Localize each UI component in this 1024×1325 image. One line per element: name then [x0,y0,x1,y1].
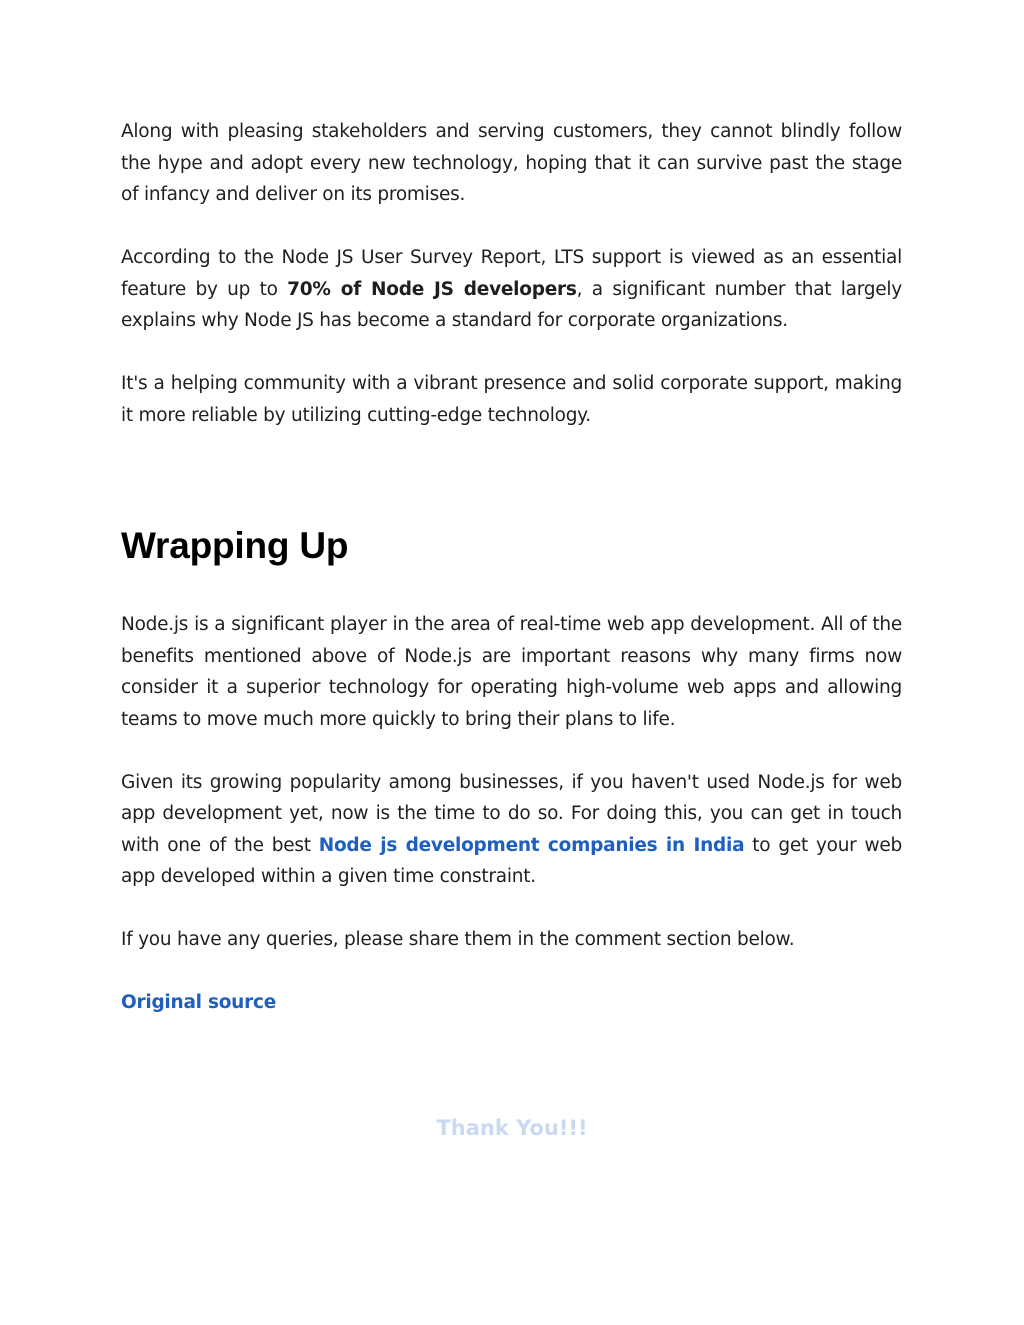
source-paragraph [121,987,902,1019]
intro-paragraph-1 [121,116,902,211]
wrapup-paragraph-2-text-start: Given its growing popularity among businesses, if you haven't used Node.js for web app development yet, now is the time to do so. For doing this, you can get in touch with one of the best [121,771,902,856]
intro-paragraph-2-text-end: , a significant number that largely explains why Node JS has become a standard for corporate organizations. [121,278,903,331]
survey-statistic: 70% of Node JS developers [287,278,577,300]
thank-you-text: Thank You!!! [436,1116,588,1140]
intro-paragraph-3-text: It's a helping community with a vibrant presence and solid corporate support, making it more reliable by utilizing cutting-edge technology. [121,373,902,426]
original-source-link[interactable]: Original source [121,992,276,1013]
document-body [121,116,902,1050]
intro-paragraph-2-text-start: According to the Node JS User Survey Report, LTS support is viewed as an essential feature by up to [121,247,902,300]
wrapup-paragraph-3-text: If you have any queries, please share them in the comment section below. [121,929,795,950]
wrapup-paragraph-1-text: Node.js is a significant player in the area of real-time web app development. All of the benefits mentioned above of Node.js are important reasons why many firms now consider it a superior technology for operating high-volume web apps and allowing teams to move much more quickly to bring their plans to life. [121,614,902,730]
wrapup-paragraph-2 [121,767,902,893]
wrapup-paragraph-1 [121,609,902,735]
section-heading: Wrapping Up [121,525,349,566]
development-companies-link[interactable]: Node js development companies in India [318,834,745,856]
intro-paragraph-3 [121,368,902,431]
intro-paragraph-2 [121,242,902,337]
intro-paragraph-1-text: Along with pleasing stakeholders and serving customers, they cannot blindly follow the hype and adopt every new technology, hoping that it can survive past the stage of infancy and deliver on its promises. [121,121,902,205]
wrapup-paragraph-3 [121,924,902,956]
wrapup-paragraph-2-text-end: to get your web app developed within a given time constraint. [121,834,903,887]
